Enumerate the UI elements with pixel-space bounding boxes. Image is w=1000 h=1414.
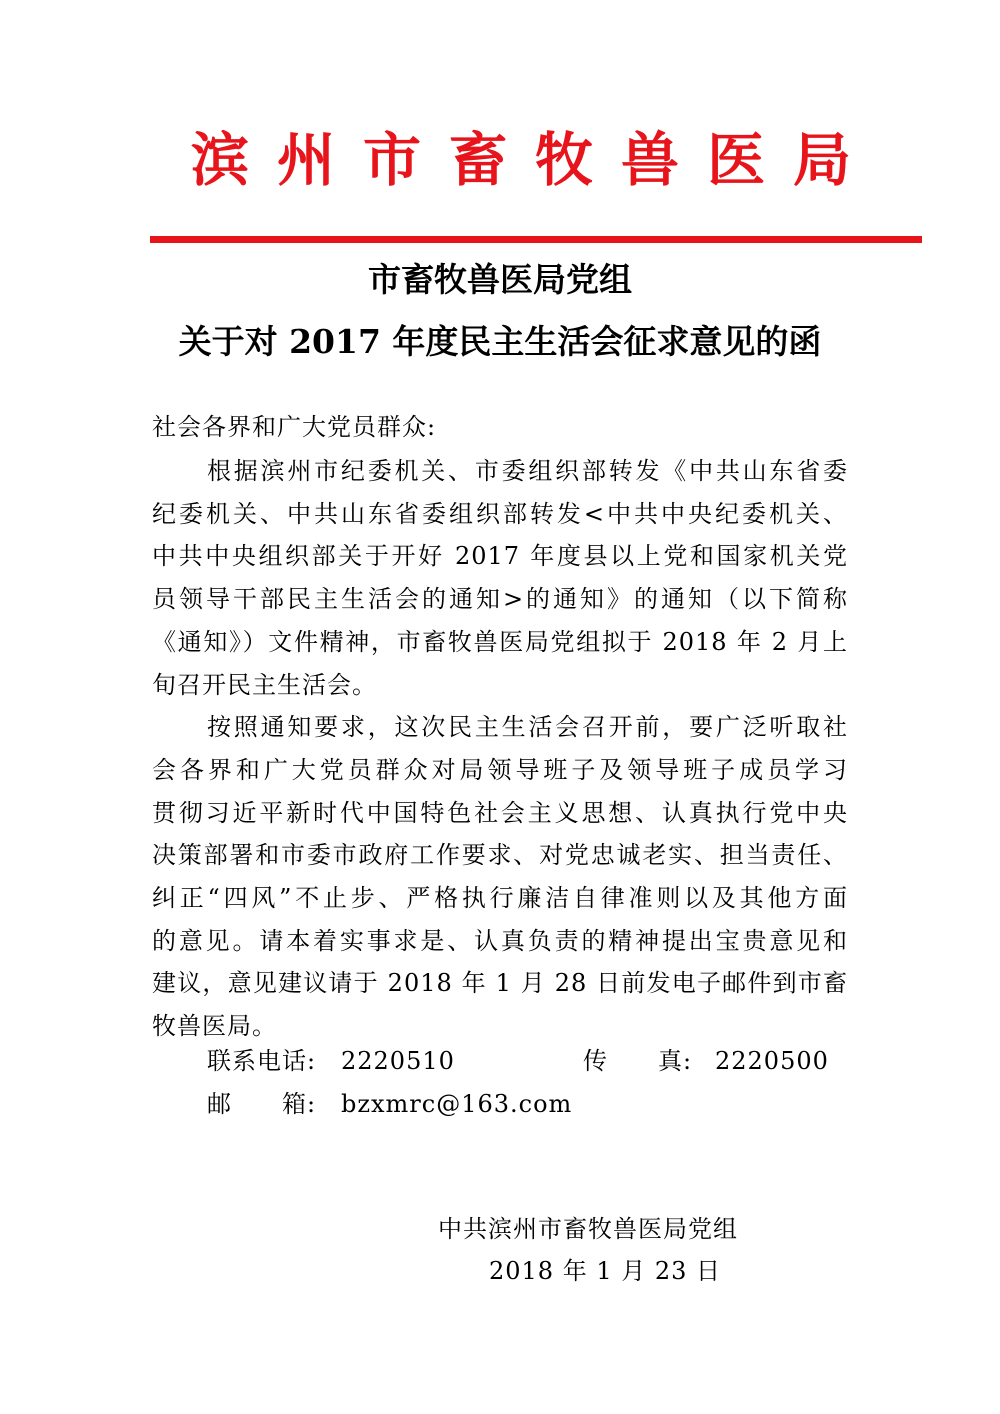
red-divider-rule bbox=[150, 236, 922, 243]
signature-org: 中共滨州市畜牧兽医局党组 bbox=[438, 1215, 738, 1243]
paragraph-2-line-7: 建议，意见建议请于 2018 年 1 月 28 日前发电子邮件到市畜 bbox=[152, 969, 848, 997]
document-title-line-2: 关于对 2017 年度民主生活会征求意见的函 bbox=[178, 322, 822, 361]
paragraph-1-line-5: 《通知》）文件精神，市畜牧兽医局党组拟于 2018 年 2 月上 bbox=[152, 628, 848, 656]
paragraph-1-line-6: 旬召开民主生活会。 bbox=[152, 671, 377, 699]
phone-label: 联系电话: bbox=[207, 1047, 317, 1075]
signature-date: 2018 年 1 月 23 日 bbox=[489, 1257, 722, 1285]
email-label: 邮 箱: bbox=[207, 1090, 317, 1118]
email-value: bzxmrc@163.com bbox=[341, 1090, 573, 1118]
org-masthead: 滨州市畜牧兽医局 bbox=[190, 126, 879, 194]
paragraph-1-line-4: 员领导干部民主生活会的通知>的通知》的通知（以下简称 bbox=[152, 585, 848, 613]
paragraph-2-line-8: 牧兽医局。 bbox=[152, 1012, 277, 1040]
paragraph-1-line-3: 中共中央组织部关于开好 2017 年度县以上党和国家机关党 bbox=[152, 542, 848, 570]
paragraph-1-line-2: 纪委机关、中共山东省委组织部转发<中共中央纪委机关、 bbox=[152, 500, 848, 528]
paragraph-2-line-2: 会各界和广大党员群众对局领导班子及领导班子成员学习 bbox=[152, 756, 848, 784]
paragraph-1-line-1: 根据滨州市纪委机关、市委组织部转发《中共山东省委 bbox=[207, 457, 848, 485]
phone-value: 2220510 bbox=[341, 1047, 455, 1075]
paragraph-2-line-6: 的意见。请本着实事求是、认真负责的精神提出宝贵意见和 bbox=[152, 927, 848, 955]
paragraph-2-line-1: 按照通知要求，这次民主生活会召开前，要广泛听取社 bbox=[207, 713, 848, 741]
salutation: 社会各界和广大党员群众: bbox=[152, 413, 437, 441]
paragraph-2-line-4: 决策部署和市委市政府工作要求、对党忠诚老实、担当责任、 bbox=[152, 841, 848, 869]
fax-label: 传 真: bbox=[583, 1047, 693, 1075]
paragraph-2-line-5: 纠正“四风”不止步、严格执行廉洁自律准则以及其他方面 bbox=[152, 884, 848, 912]
fax-value: 2220500 bbox=[715, 1047, 829, 1075]
paragraph-2-line-3: 贯彻习近平新时代中国特色社会主义思想、认真执行党中央 bbox=[152, 799, 848, 827]
document-title-line-1: 市畜牧兽医局党组 bbox=[368, 260, 632, 299]
